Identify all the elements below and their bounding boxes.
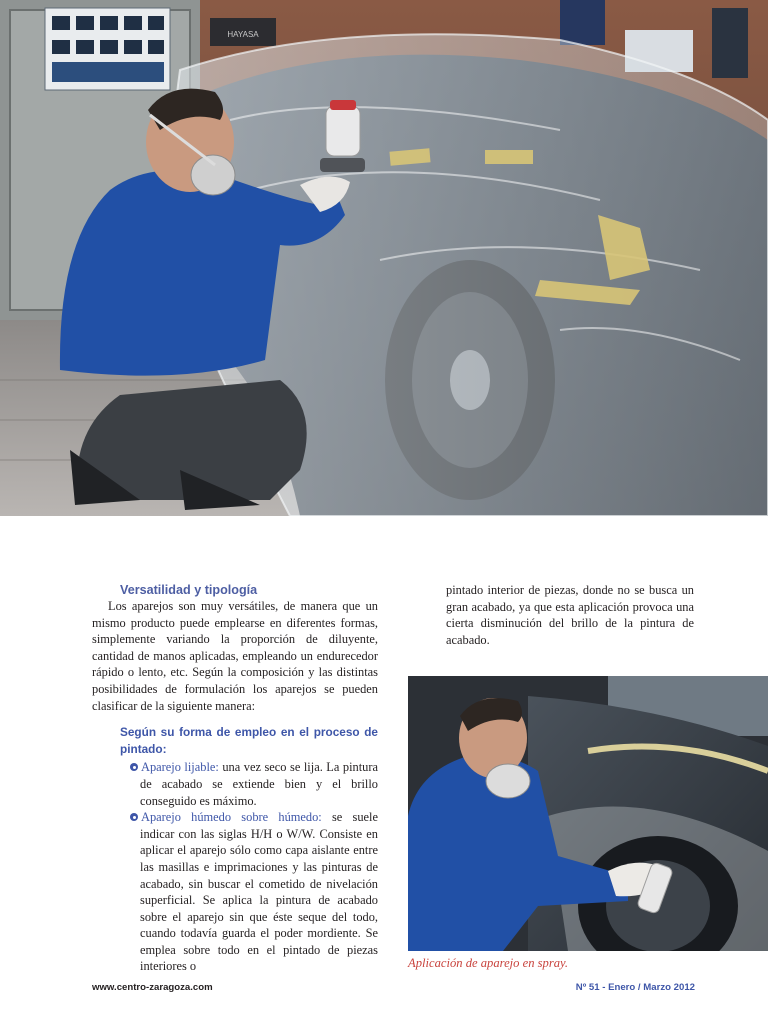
bullet-term: Aparejo húmedo sobre húmedo:: [141, 810, 322, 825]
bullet-icon: [130, 763, 138, 771]
photo-caption: Aplicación de aparejo en spray.: [408, 956, 569, 970]
bullet-text: se suele indicar con las siglas H/H o W/W. Consiste en aplicar el aparejo sólo como capa aislante entre las masillas e imprimaciones y las pinturas de acabado, sin buscar el cometido de nivelación superficial. Se aplica la pintura de acabado sobre el aparejo sin que éste seque del todo, cuando todavía guarda el poder mordiente. Se emplea sobre todo en el pintado de piezas interiores o: [140, 810, 378, 974]
bullet-text: una vez seco se lija. La pintura de acabado se extiende bien y el brillo conseguido es máximo.: [140, 760, 378, 808]
section-heading: Versatilidad y tipología: [120, 583, 258, 597]
bullet-item-lijable: [140, 759, 378, 809]
sign-brand-text: HAYASA: [227, 30, 259, 39]
bullet-item-humedo: [140, 809, 378, 975]
intro-paragraph: Los aparejos son muy versátiles, de manera que un mismo producto puede emplearse en diferentes formas, simplemente variando la proporción de diluyente, cantidad de manos aplicadas, empleando un endurecedor rápido o lento, etc. Según la composición y las distintas posibilidades de formulación los aparejos se pueden clasificar de la siguiente manera:: [92, 599, 378, 713]
subheading: Según su forma de empleo en el proceso de pintado:: [120, 725, 378, 756]
side-photo-aerosol-primer: [408, 676, 768, 951]
footer-website: www.centro-zaragoza.com: [92, 982, 213, 993]
continuation-paragraph: pintado interior de piezas, donde no se busca un gran acabado, ya que esta aplicación provoca una cierta disminución del brillo de la pintura de acabado.: [446, 583, 694, 647]
bullet-icon: [130, 813, 138, 821]
bullet-term: Aparejo lijable:: [141, 760, 219, 775]
left-text-column: [92, 582, 378, 975]
spray-gun-icon: [320, 100, 365, 172]
footer-issue: Nº 51 - Enero / Marzo 2012: [575, 982, 695, 993]
right-text-column: [446, 582, 694, 648]
